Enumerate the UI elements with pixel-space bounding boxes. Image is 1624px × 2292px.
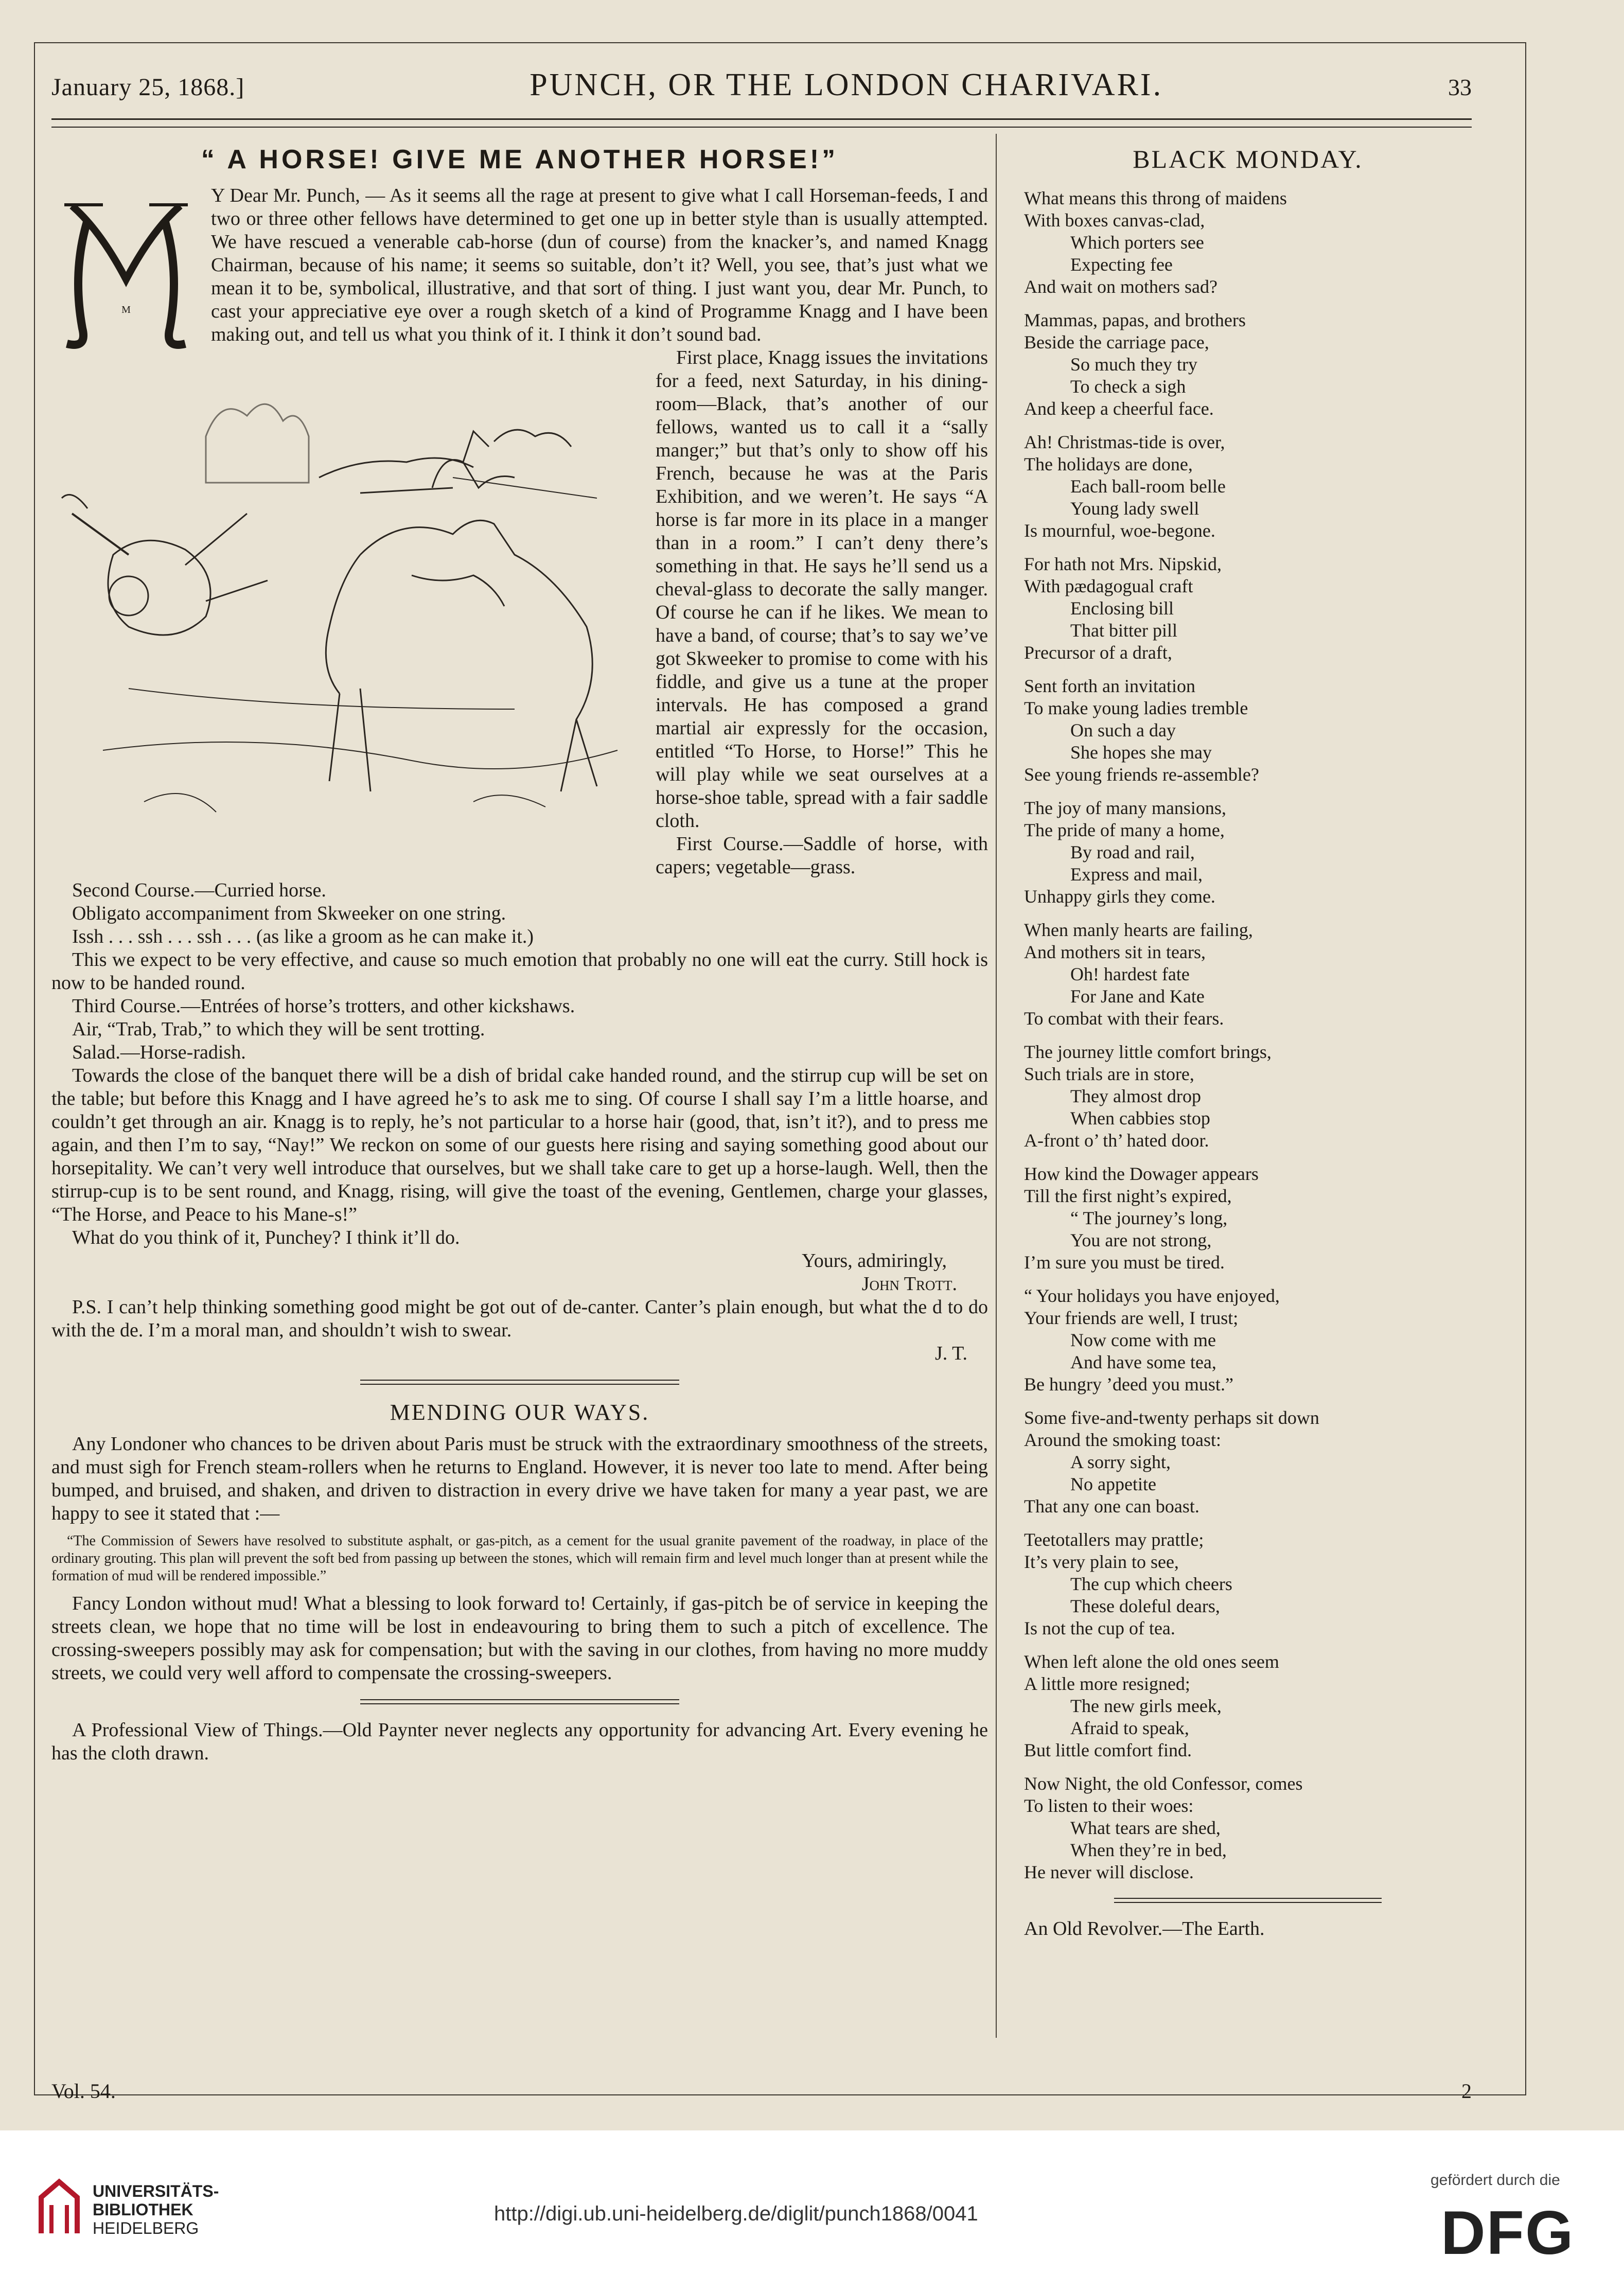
poem-line: They almost drop (1070, 1086, 1201, 1106)
source-url-link[interactable]: http://digi.ub.uni-heidelberg.de/diglit/punch1868/0041 (494, 2202, 978, 2225)
article-paragraph-3: Towards the close of the banquet there will be a dish of bridal cake handed round, and the stirrup cup will be set on the table; but before this Knagg and I have agreed he’s to ask me to sing. Of course I shall say I’m a little hoarse, and couldn’t get through an air. Knagg is to reply, he’s not particular to a horse hair (good, that, isn’t it?), and to press me again, and then I’m to say, “Nay!” We reckon on some of our guests here rising and saying something good about our horsepitality. We can’t very well introduce that ourselves, but we shall take care to get up a horse-laugh. Well, then the stirrup-cup is to be sent round, and Knagg, rising, will give the toast of the evening, Gentlemen, charge your glasses, “The Horse, and Peace to his Mane-s!” (51, 1065, 988, 1225)
poem-line: Some five-and-twenty perhaps sit down (1024, 1407, 1319, 1428)
poem-line: When manly hearts are failing, (1024, 920, 1253, 940)
poem-line: When cabbies stop (1070, 1108, 1210, 1129)
poem-line: It’s very plain to see, (1024, 1551, 1179, 1572)
poem-line: The journey little comfort brings, (1024, 1042, 1272, 1062)
poem-line: Each ball-room belle (1070, 476, 1226, 497)
poem-line: Young lady swell (1070, 498, 1199, 519)
poem-line: For hath not Mrs. Nipskid, (1024, 554, 1222, 574)
menu-item: Third Course.—Entrées of horse’s trotters, and other kickshaws. (72, 995, 575, 1017)
header-rule (51, 127, 1472, 128)
professional-view: A Professional View of Things.—Old Paynter never neglects any opportunity for advancing Art. Every evening he has the cloth drawn. (51, 1719, 988, 1764)
poem-line: Around the smoking toast: (1024, 1430, 1221, 1450)
poem-line: Now Night, the old Confessor, comes (1024, 1773, 1303, 1794)
header-date: January 25, 1868.] (51, 74, 245, 101)
poem-line: And have some tea, (1070, 1352, 1216, 1372)
university-library-logo-icon (36, 2177, 82, 2238)
poem-line: Which porters see (1070, 232, 1204, 253)
poem-line: Expecting fee (1070, 254, 1173, 275)
drop-cap-letter-icon (51, 189, 201, 359)
poem-stanza (1024, 1041, 1472, 1152)
poem-line: To check a sigh (1070, 376, 1186, 397)
poem-line: These doleful dears, (1070, 1596, 1220, 1616)
article-body (51, 184, 988, 1365)
poem-line: She hopes she may (1070, 742, 1212, 763)
poem-line: With pædagogual craft (1024, 576, 1193, 596)
poem-line: When they’re in bed, (1070, 1840, 1227, 1860)
mending-body: Fancy London without mud! What a blessing to look forward to! Certainly, if gas-pitch be of service in keeping the streets clean, we hope that no time will be lost in endeavouring to bring them to such a pitch of excellence. The crossing-sweepers possibly may ask for compensation; but with the saving in our clothes, from having no more muddy streets, we could very well afford to compensate the crossing-sweepers. (51, 1593, 988, 1684)
poem-line: To combat with their fears. (1024, 1008, 1224, 1029)
poem-line: A little more resigned; (1024, 1673, 1190, 1694)
library-name-line: UNIVERSITÄTS- (93, 2182, 219, 2200)
poem-line: No appetite (1070, 1474, 1156, 1494)
poem-line: Your friends are well, I trust; (1024, 1308, 1239, 1328)
poem-stanza (1024, 1285, 1472, 1396)
poem-stanza (1024, 675, 1472, 786)
section-divider (1114, 1898, 1382, 1903)
poem-line: Mammas, papas, and brothers (1024, 310, 1246, 330)
poem-line: Teetotallers may prattle; (1024, 1529, 1204, 1550)
mending-intro: Any Londoner who chances to be driven about Paris must be struck with the extraordinary smoothness of the streets, and must sigh for French steam-rollers when he returns to England. However, it is never too late to mend. After being bumped, and bruised, and shaken, and driven to distraction in every drive we have taken for many a year past, we are happy to see it stated that :— (51, 1433, 988, 1524)
funder-caption: gefördert durch die (1431, 2172, 1560, 2189)
menu-item: Obligato accompaniment from Skweeker on one string. (72, 903, 506, 924)
poem-line: Ah! Christmas-tide is over, (1024, 432, 1225, 452)
poem-line: That any one can boast. (1024, 1496, 1199, 1517)
poem-line: And keep a cheerful face. (1024, 398, 1214, 419)
poem-line: What tears are shed, (1070, 1818, 1221, 1838)
poem-line: See young friends re-assemble? (1024, 764, 1259, 785)
article-paragraph-1: Y Dear Mr. Punch, — As it seems all the rage at present to give what I call Horseman-feeds, I and two or three other fellows have determined to get one up in better style than is usually attempted. We have rescued a venerable cab-horse (dun of course) from the knacker’s, and named Knagg Chairman, because of his name; it seems so suitable, don’t it? Well, you see, that’s just what we mean it to be, symbolical, illustrative, and that sort of thing. I just want you, dear Mr. Punch, to cast your appreciative eye over a rough sketch of a kind of Programme Knagg and I have been making out, and tell us what you think of it. I think it don’t sound bad. (211, 185, 988, 345)
closing-line: What do you think of it, Punchey? I think it’ll do. (72, 1227, 460, 1248)
poem-line: Till the first night’s expired, (1024, 1186, 1232, 1206)
poem-line: Oh! hardest fate (1070, 964, 1190, 984)
poem-line: For Jane and Kate (1070, 986, 1205, 1007)
library-name (93, 2182, 219, 2237)
section-divider (360, 1699, 679, 1704)
drop-cap (51, 189, 201, 359)
poem-stanza (1024, 1773, 1472, 1883)
poem-stanza (1024, 431, 1472, 542)
initials: J. T. (935, 1343, 967, 1364)
poem-line: A-front o’ th’ hated door. (1024, 1130, 1209, 1151)
poem-line: How kind the Dowager appears (1024, 1163, 1259, 1184)
poem-line: I’m sure you must be tired. (1024, 1252, 1225, 1273)
menu-item: Salad.—Horse-radish. (72, 1042, 246, 1063)
article-paragraph-2: First place, Knagg issues the invitations for a feed, next Saturday, in his dining-room—Black, that’s another of our fellows, wanted us to call it a “sally manger;” but that’s only to show off his French, because he was at the Paris Exhibition, and we weren’t. He says “A horse is far more in its place in a manger than in a room.” I can’t deny there’s something in that. He says he’ll send us a cheval-glass to decorate the sally manger. Of course he can if he likes. We mean to have a band, of course; that’s to say we’ve got Skweeker to promise to come with his fiddle, and give us a tune at the proper intervals. He has composed a grand martial air expressly for the occasion, entitled “To Horse, to Horse!” This he will play while we seat ourselves at a horse-shoe table, spread with a fair saddle cloth. (656, 347, 988, 832)
poem-line: The holidays are done, (1024, 454, 1193, 474)
poem-line: Now come with me (1070, 1330, 1216, 1350)
valediction: Yours, admiringly, (802, 1250, 947, 1272)
poem-line: Afraid to speak, (1070, 1718, 1189, 1738)
poem-line: Is not the cup of tea. (1024, 1618, 1175, 1638)
poem-line: The new girls meek, (1070, 1696, 1222, 1716)
poem-stanza (1024, 309, 1472, 420)
poem-title: BLACK MONDAY. (1133, 145, 1363, 173)
digitization-banner (0, 2130, 1624, 2292)
postscript: P.S. I can’t help thinking something good might be got out of de-canter. Canter’s plain enough, but what the d to do with the de. I’m a moral man, and shouldn’t wish to swear. (51, 1296, 988, 1341)
poem-stanza (1024, 553, 1472, 664)
poem-line: To make young ladies tremble (1024, 698, 1248, 718)
signature: John Trott. (861, 1273, 957, 1295)
poem-stanza (1024, 1163, 1472, 1274)
poem-line: When left alone the old ones seem (1024, 1651, 1279, 1672)
poem-line: That bitter pill (1070, 620, 1177, 641)
signature-mark: 2 (1461, 2079, 1472, 2103)
menu-item: This we expect to be very effective, and cause so much emotion that probably no one will eat the curry. Still hock is now to be handed round. (51, 949, 988, 994)
poem-line: Enclosing bill (1070, 598, 1174, 619)
poem-line: To listen to their woes: (1024, 1795, 1194, 1816)
menu-item: Second Course.—Curried horse. (72, 879, 326, 901)
poem-line: “ Your holidays you have enjoyed, (1024, 1285, 1280, 1306)
illustration-fallen-rider (51, 359, 643, 853)
poem-stanza (1024, 919, 1472, 1030)
poem-line: Such trials are in store, (1024, 1064, 1194, 1084)
poem-line: But little comfort find. (1024, 1740, 1192, 1760)
poem-line: Unhappy girls they come. (1024, 886, 1215, 907)
poem-stanza (1024, 1529, 1472, 1639)
poem-line: He never will disclose. (1024, 1862, 1194, 1882)
poem-line: And wait on mothers sad? (1024, 276, 1217, 297)
library-name-line: HEIDELBERG (93, 2219, 199, 2237)
running-header (51, 67, 1472, 120)
left-column (51, 139, 988, 1765)
volume-number: Vol. 54. (51, 2079, 116, 2103)
mending-title: MENDING OUR WAYS. (390, 1400, 650, 1425)
poem-line: Precursor of a draft, (1024, 642, 1172, 663)
menu-item: Air, “Trab, Trab,” to which they will be sent trotting. (72, 1018, 485, 1040)
page-footer (51, 2079, 1472, 2103)
library-name-line: BIBLIOTHEK (93, 2200, 193, 2219)
revolver-quip: An Old Revolver.—The Earth. (1024, 1918, 1265, 1940)
poem-line: “ The journey’s long, (1070, 1208, 1228, 1228)
poem-line: Beside the carriage pace, (1024, 332, 1209, 352)
poem-line: Express and mail, (1070, 864, 1203, 885)
poem-line: On such a day (1070, 720, 1176, 741)
svg-text:M: M (121, 304, 131, 315)
poem-stanza (1024, 187, 1472, 298)
poem-line: And mothers sit in tears, (1024, 942, 1206, 962)
poem-line: Sent forth an invitation (1024, 676, 1195, 696)
poem-line: So much they try (1070, 354, 1197, 375)
article-title: “ A HORSE! GIVE ME ANOTHER HORSE!” (201, 145, 839, 174)
menu-item: Issh . . . ssh . . . ssh . . . (as like a groom as he can make it.) (72, 926, 534, 947)
menu-list (51, 833, 988, 1064)
header-page-number: 33 (1448, 74, 1472, 100)
poem-line: With boxes canvas-clad, (1024, 210, 1205, 231)
header-title: PUNCH, OR THE LONDON CHARIVARI. (529, 67, 1163, 102)
menu-item: First Course.—Saddle of horse, with capers; vegetable—grass. (656, 833, 988, 878)
dfg-logo: DFG (1441, 2198, 1575, 2267)
poem-body (1024, 187, 1472, 1883)
poem-stanza (1024, 797, 1472, 908)
poem-line: The pride of many a home, (1024, 820, 1225, 840)
poem-line: What means this throng of maidens (1024, 188, 1287, 208)
poem-line: The joy of many mansions, (1024, 798, 1226, 818)
section-divider (360, 1380, 679, 1385)
poem-line: The cup which cheers (1070, 1574, 1232, 1594)
poem-line: You are not strong, (1070, 1230, 1212, 1250)
right-column (1024, 139, 1472, 1940)
poem-line: By road and rail, (1070, 842, 1195, 862)
poem-line: A sorry sight, (1070, 1452, 1171, 1472)
horse-and-rider-illustration-icon (51, 359, 643, 853)
column-divider (996, 134, 997, 2038)
poem-line: Be hungry ’deed you must.” (1024, 1374, 1233, 1395)
mending-quote: “The Commission of Sewers have resolved to substitute asphalt, or gas-pitch, as a cement for the usual granite pavement of the roadway, in place of the ordinary grouting. This plan will prevent the soft bed from passing up between the stones, which will remain firm and level much longer than at present while the formation of mud will be rendered impossible.” (51, 1533, 988, 1584)
poem-line: Is mournful, woe-begone. (1024, 520, 1215, 541)
poem-stanza (1024, 1407, 1472, 1518)
poem-stanza (1024, 1651, 1472, 1761)
